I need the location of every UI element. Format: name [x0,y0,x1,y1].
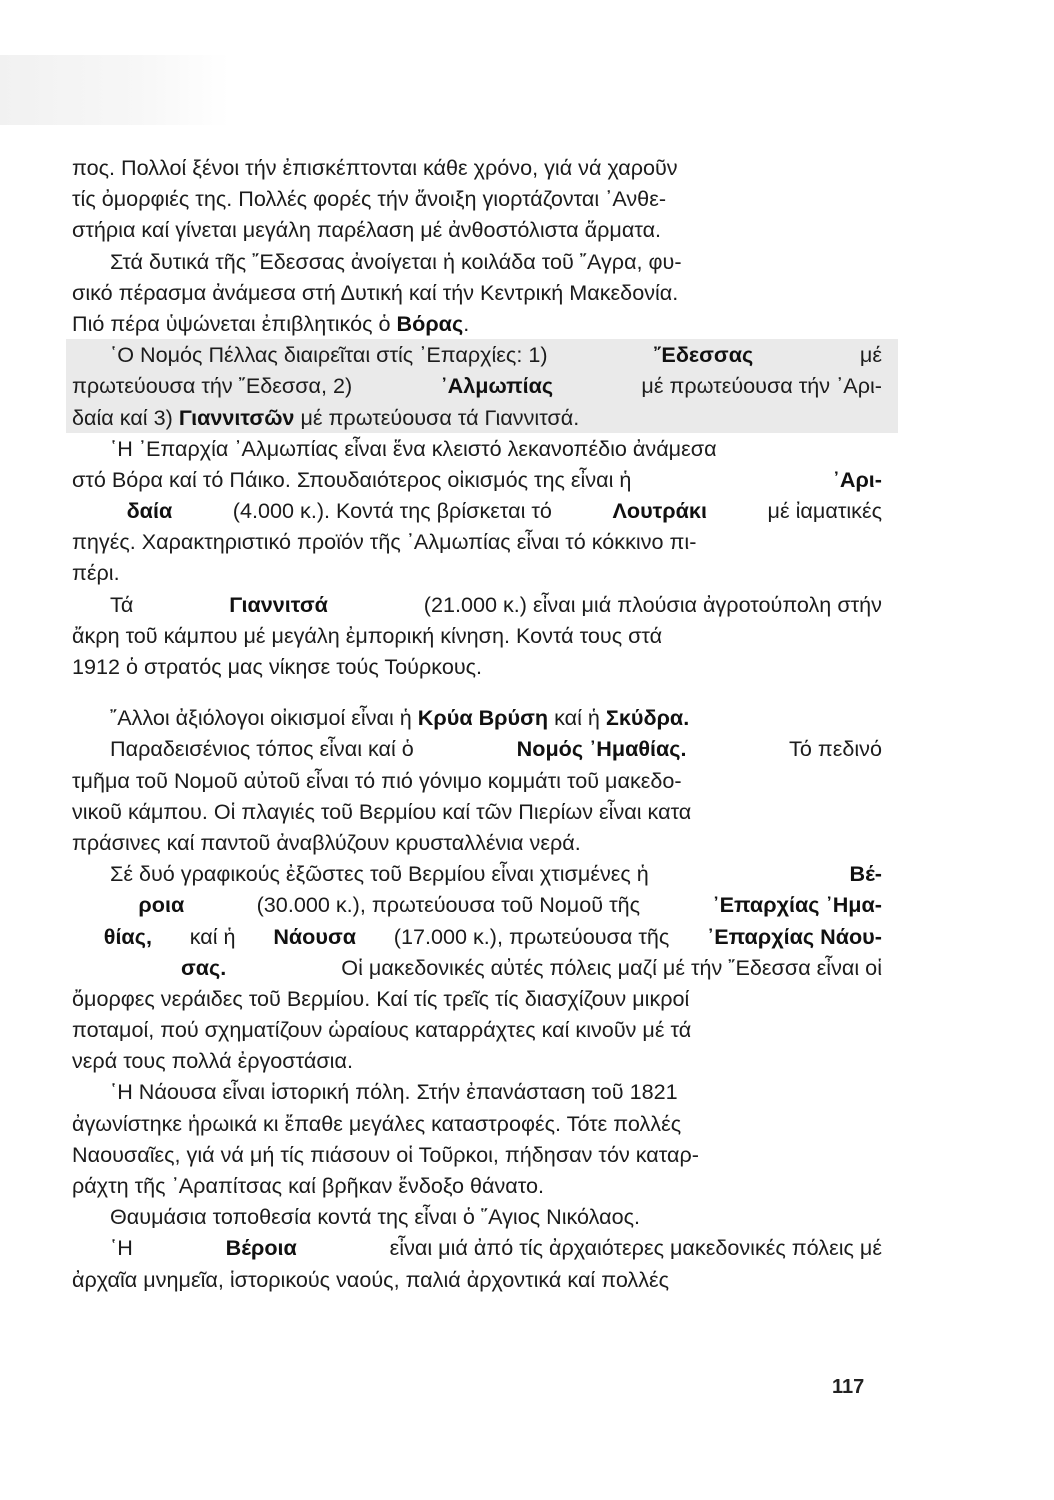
text-line: ποταμοί, πού σχηματίζουν ὡραίους καταρράχτες καί κινοῦν μέ τά [72,1017,692,1043]
text-line: ράχτη τῆς ᾿Αραπίτσας καί βρῆκαν ἔνδοξο θάνατο. [72,1173,544,1198]
text-line: νικοῦ κάμπου. Οἱ πλαγιές τοῦ Βερμίου καί τῶν Πιερίων εἶναι κατα [72,798,692,824]
page-body-text [72,152,882,1295]
text-line: τμῆμα τοῦ Νομοῦ αὐτοῦ εἶναι τό πιό γόνιμο κομμάτι τοῦ μακεδο- [72,767,682,793]
text-line: σας. Οἱ μακεδονικές αὐτές πόλεις μαζί μέ τήν ῎Εδεσσα εἶναι οἱ [72,952,882,983]
text-line: Στά δυτικά τῆς ῎Εδεσσας ἀνοίγεται ἡ κοιλάδα τοῦ ῎Αγρα, φυ- [110,248,682,274]
bold-place-name: Σκύδρα. [605,705,690,731]
bold-place-name: Κρύα Βρύση [417,705,549,731]
text-line: Ναουσαῖες, γιά νά μή τίς πιάσουν οἱ Τοῦρκοι, πήδησαν τόν καταρ- [72,1141,699,1167]
bold-place-name: Γιαννιτσά [229,591,328,617]
text-line: δαία καί 3) Γιαννιτσῶν μέ πρωτεύουσα τά Γιαννιτσά. [72,404,580,430]
text-line: Πιό πέρα ὑψώνεται ἐπιβλητικός ὁ Βόρας. [72,310,470,336]
text-line: πέρι. [72,560,120,586]
bold-place-name: θίας, [103,923,152,949]
bold-place-name: δαία [126,498,173,524]
text-line: σικό πέρασμα ἀνάμεσα στή Δυτική καί τήν Κεντρική Μακεδονία. [72,279,679,305]
bold-place-name: Λουτράκι [612,498,707,524]
bold-place-name: Βόρας [396,310,464,336]
text-line: στήρια καί γίνεται μεγάλη παρέλαση μέ ἀνθοστόλιστα ἅρματα. [72,217,662,243]
text-line: πος. Πολλοί ξένοι τήν ἐπισκέπτονται κάθε χρόνο, γιά νά χαροῦν [72,155,678,180]
bold-place-name: σας. [181,954,227,980]
bold-place-name: Νάουσα [273,923,356,949]
text-line: ῾Η ᾿Επαρχία ᾿Αλμωπίας εἶναι ἕνα κλειστό λεκανοπέδιο ἀνάμεσα [110,435,717,461]
highlighted-paragraph [66,339,898,433]
text-line: ἄκρη τοῦ κάμπου μέ μεγάλη ἐμπορική κίνηση. Κοντά τους στά [72,622,663,648]
bold-place-name: Νομός ᾿Ημαθίας. [516,736,687,762]
text-line: Τά Γιαννιτσά (21.000 κ.) εἶναι μιά πλούσια ἀγροτούπολη στήν [72,589,882,620]
bold-place-name: ῎Εδεσσας [654,342,754,368]
bold-place-name: ᾿Αρι- [832,466,882,492]
bold-place-name: Βέ- [849,861,882,887]
text-line: ροια (30.000 κ.), πρωτεύουσα τοῦ Νομοῦ τῆς ᾿Επαρχίας ᾿Ημα- [72,889,882,920]
text-line: ῎Αλλοι ἀξιόλογοι οἰκισμοί εἶναι ἡ Κρύα Βρύση καί ἡ Σκύδρα. [110,705,690,731]
text-line: πράσινες καί παντοῦ ἀναβλύζουν κρυσταλλένια νερά. [72,829,581,855]
text-line: ἀγωνίστηκε ἡρωικά κι ἔπαθε μεγάλες καταστροφές. Τότε πολλές [72,1110,682,1136]
text-line: δαία (4.000 κ.). Κοντά της βρίσκεται τό Λουτράκι μέ ἰαματικές [72,495,882,526]
text-line: νερά τους πολλά ἐργοστάσια. [72,1048,353,1074]
text-line: ὄμορφες νεράιδες τοῦ Βερμίου. Καί τίς τρεῖς τίς διασχίζουν μικροί [72,985,690,1011]
text-line: πρωτεύουσα τήν ῎Εδεσσα, 2) ᾿Αλμωπίας μέ πρωτεύουσα τήν ᾿Αρι- [72,370,882,401]
text-line: 1912 ὁ στρατός μας νίκησε τούς Τούρκους. [72,654,483,679]
text-line: στό Βόρα καί τό Πάικο. Σπουδαιότερος οἰκισμός της εἶναι ἡ ᾿Αρι- [72,464,882,495]
text-line: ῾Η Βέροια εἶναι μιά ἀπό τίς ἀρχαιότερες μακεδονικές πόλεις μέ [72,1232,882,1263]
text-line: ῾Ο Νομός Πέλλας διαιρεῖται στίς ᾿Επαρχίες: 1) ῎Εδεσσας μέ [72,339,882,370]
text-line: ἀρχαῖα μνημεῖα, ἱστορικούς ναούς, παλιά ἀρχοντικά καί πολλές [72,1266,670,1292]
page-number: 117 [832,1376,865,1398]
text-line: Σέ δυό γραφικούς ἐξῶστες τοῦ Βερμίου εἶναι χτισμένες ἡ Βέ- [72,858,882,889]
text-line: Παραδεισένιος τόπος εἶναι καί ὁ Νομός ᾿Ημαθίας. Τό πεδινό [72,733,882,764]
bold-place-name: Βέροια [225,1235,297,1261]
show-through-shading [0,55,230,125]
text-line: ῾Η Νάουσα εἶναι ἱστορική πόλη. Στήν ἐπανάσταση τοῦ 1821 [110,1079,678,1105]
bold-place-name: ᾿Επαρχίας Νάου- [707,923,882,949]
text-line: τίς ὀμορφιές της. Πολλές φορές τήν ἄνοιξη γιορτάζονται ᾿Ανθε- [72,186,667,212]
bold-place-name: ροια [138,892,185,918]
text-line: Θαυμάσια τοποθεσία κοντά της εἶναι ὁ ῞Αγιος Νικόλαος. [110,1204,641,1230]
bold-place-name: Γιαννιτσῶν [178,404,295,430]
bold-place-name: ᾿Αλμωπίας [440,373,554,399]
bold-place-name: ᾿Επαρχίας ᾿Ημα- [712,892,882,918]
text-line: θίας, καί ἡ Νάουσα (17.000 κ.), πρωτεύουσα τῆς ᾿Επαρχίας Νάου- [72,921,882,952]
text-line: πηγές. Χαρακτηριστικό προϊόν τῆς ᾿Αλμωπίας εἶναι τό κόκκινο πι- [72,529,697,555]
